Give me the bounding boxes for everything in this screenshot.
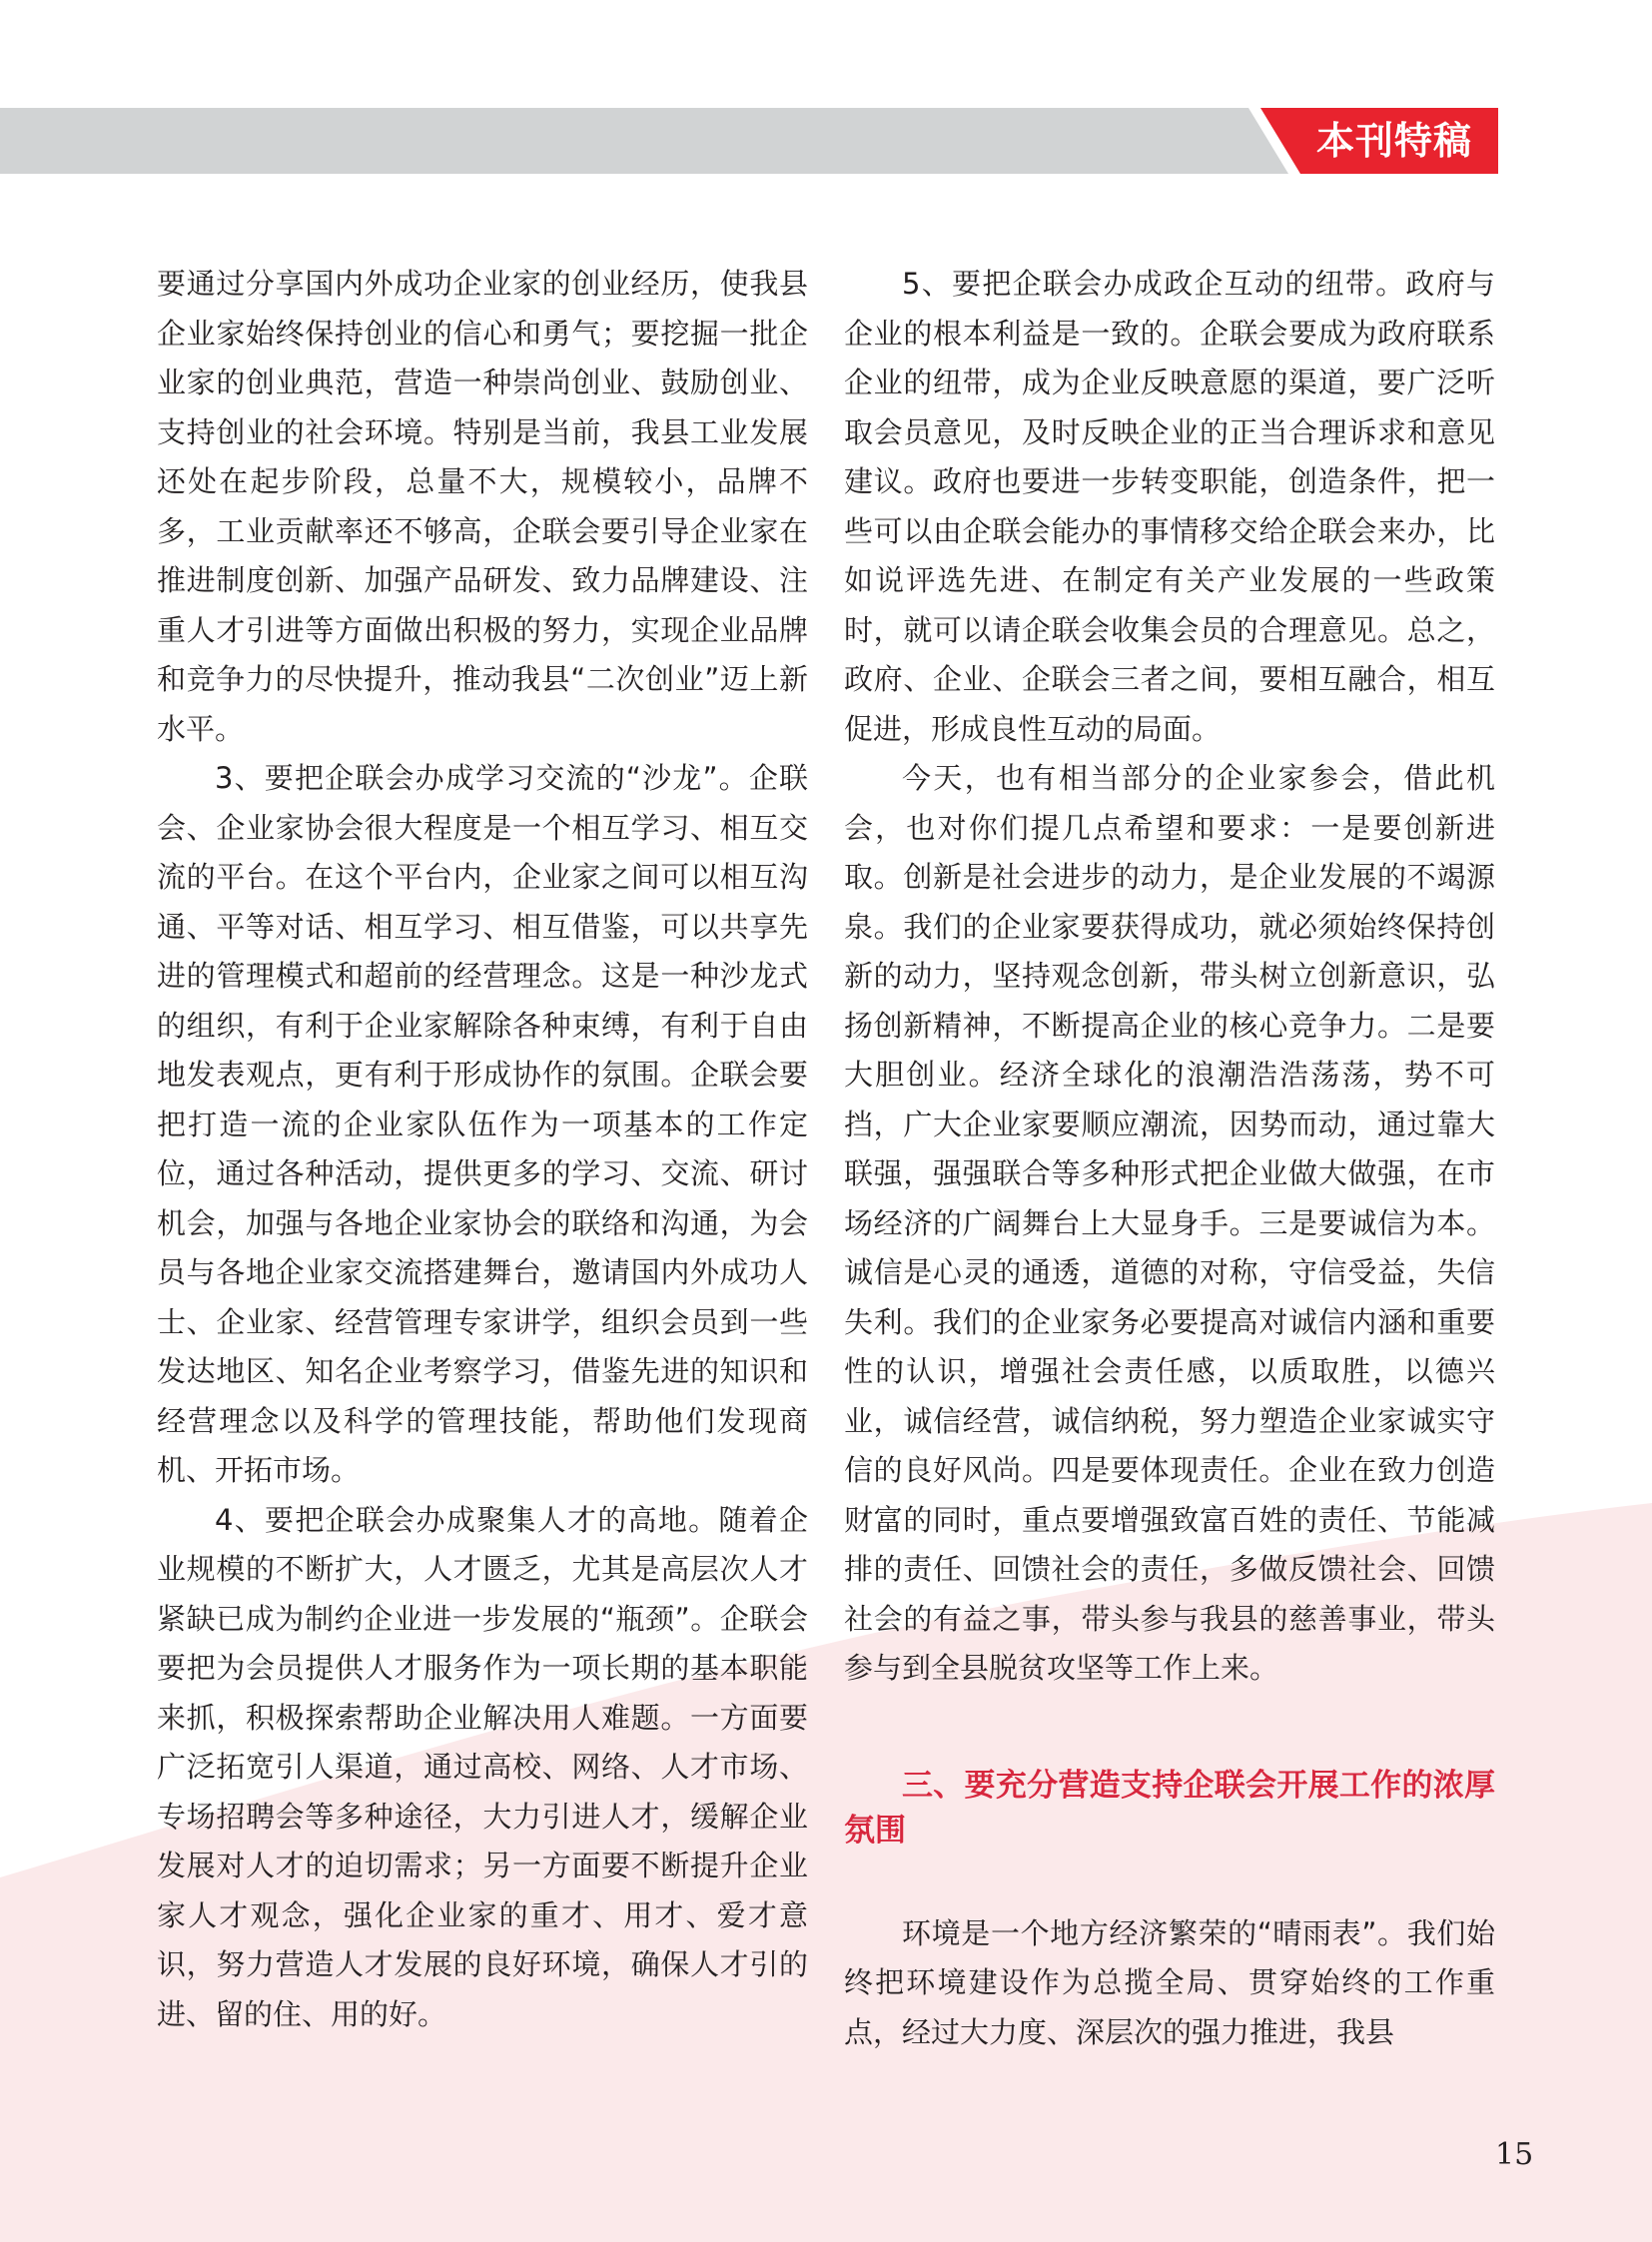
right-paragraph-1: 5、要把企联会办成政企互动的纽带。政府与企业的根本利益是一致的。企联会要成为政府联系企业的纽带，成为企业反映意愿的渠道，要广泛听取会员意见，及时反映企业的正当合理诉求和意见建议。政府也要进一步转变职能，创造条件，把一些可以由企联会能办的事情移交给企联会来办，比如说评选先进、在制定有关产业发展的一些政策时，就可以请企联会收集会员的合理意见。总之，政府、企业、企联会三者之间，要相互融合，相互促进，形成良性互动的局面。 xyxy=(844,267,1495,746)
header-band xyxy=(0,108,1498,174)
header-gray-band xyxy=(0,108,1288,174)
right-column xyxy=(844,260,1495,2057)
left-column xyxy=(157,260,808,2039)
left-paragraph-2: 3、要把企联会办成学习交流的“沙龙”。企联会、企业家协会很大程度是一个相互学习、相互交流的平台。在这个平台内，企业家之间可以相互沟通、平等对话、相互学习、相互借鉴，可以共享先进的管理模式和超前的经营理念。这是一种沙龙式的组织，有利于企业家解除各种束缚，有利于自由地发表观点，更有利于形成协作的氛围。企联会要把打造一流的企业家队伍作为一项基本的工作定位，通过各种活动，提供更多的学习、交流、研讨机会，加强与各地企业家协会的联络和沟通，为会员与各地企业家交流搭建舞台，邀请国内外成功人士、企业家、经营管理专家讲学，组织会员到一些发达地区、知名企业考察学习，借鉴先进的知识和经营理念以及科学的管理技能，帮助他们发现商机、开拓市场。 xyxy=(157,761,808,1487)
page-number: 15 xyxy=(1495,2137,1534,2172)
section-heading: 三、要充分营造支持企联会开展工作的浓厚氛围 xyxy=(844,1767,1495,1849)
left-paragraph-3: 4、要把企联会办成聚集人才的高地。随着企业规模的不断扩大，人才匮乏，尤其是高层次人才紧缺已成为制约企业进一步发展的“瓶颈”。企联会要把为会员提供人才服务作为一项长期的基本职能来抓，积极探索帮助企业解决用人难题。一方面要广泛拓宽引人渠道，通过高校、网络、人才市场、专场招聘会等多种途径，大力引进人才，缓解企业发展对人才的迫切需求；另一方面要不断提升企业家人才观念，强化企业家的重才、用才、爱才意识，努力营造人才发展的良好环境，确保人才引的进、留的住、用的好。 xyxy=(157,1502,808,2031)
right-paragraph-2: 今天，也有相当部分的企业家参会，借此机会，也对你们提几点希望和要求：一是要创新进取。创新是社会进步的动力，是企业发展的不竭源泉。我们的企业家要获得成功，就必须始终保持创新的动力，坚持观念创新，带头树立创新意识，弘扬创新精神，不断提高企业的核心竞争力。二是要大胆创业。经济全球化的浪潮浩浩荡荡，势不可挡，广大企业家要顺应潮流，因势而动，通过靠大联强，强强联合等多种形式把企业做大做强，在市场经济的广阔舞台上大显身手。三是要诚信为本。诚信是心灵的通透，道德的对称，守信受益，失信失利。我们的企业家务必要提高对诚信内涵和重要性的认识，增强社会责任感，以质取胜，以德兴业，诚信经营，诚信纳税，努力塑造企业家诚实守信的良好风尚。四是要体现责任。企业在致力创造财富的同时，重点要增强致富百姓的责任、节能减排的责任、回馈社会的责任，多做反馈社会、回馈社会的有益之事，带头参与我县的慈善事业，带头参与到全县脱贫攻坚等工作上来。 xyxy=(844,761,1495,1685)
right-paragraph-3: 环境是一个地方经济繁荣的“晴雨表”。我们始终把环境建设作为总揽全局、贯穿始终的工作重点，经过大力度、深层次的强力推进，我县 xyxy=(844,1915,1495,2049)
section-label: 本刊特稿 xyxy=(1315,119,1472,163)
left-paragraph-1: 要通过分享国内外成功企业家的创业经历，使我县企业家始终保持创业的信心和勇气；要挖掘一批企业家的创业典范，营造一种崇尚创业、鼓励创业、支持创业的社会环境。特别是当前，我县工业发展还处在起步阶段，总量不大，规模较小，品牌不多，工业贡献率还不够高，企联会要引导企业家在推进制度创新、加强产品研发、致力品牌建设、注重人才引进等方面做出积极的努力，实现企业品牌和竞争力的尽快提升，推动我县“二次创业”迈上新水平。 xyxy=(157,267,808,746)
